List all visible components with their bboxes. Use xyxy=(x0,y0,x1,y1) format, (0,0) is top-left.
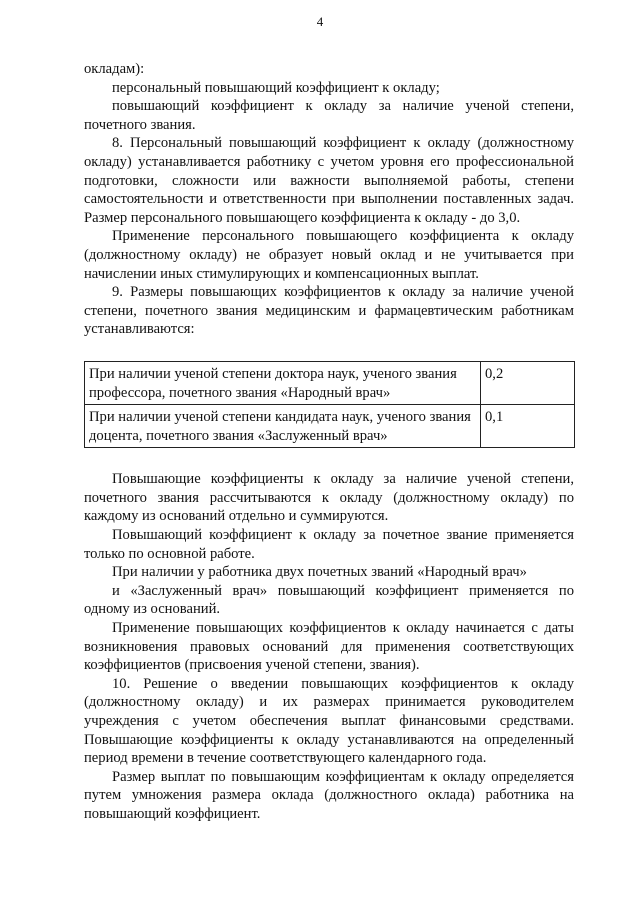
table-row xyxy=(85,405,575,448)
paragraph: Повышающий коэффициент к окладу за почетное звание применяется только по основной работе. xyxy=(84,527,574,562)
table-cell-condition: При наличии ученой степени доктора наук, ученого звания профессора, почетного звания «Народный врач» xyxy=(85,361,481,404)
paragraph: 9. Размеры повышающих коэффициентов к окладу за наличие ученой степени, почетного звания медицинским и фармацевтическим работникам устанавливаются: xyxy=(84,284,574,338)
document-body xyxy=(84,60,574,824)
table-cell-condition: При наличии ученой степени кандидата наук, ученого звания доцента, почетного звания «Заслуженный врач» xyxy=(85,405,481,448)
paragraph: При наличии у работника двух почетных званий «Народный врач» xyxy=(112,564,527,581)
paragraph: персональный повышающий коэффициент к окладу; xyxy=(112,79,440,96)
paragraph: Повышающие коэффициенты к окладу за наличие ученой степени, почетного звания рассчитываются к окладу (должностному окладу) по каждому из оснований отдельно и суммируются. xyxy=(84,471,574,525)
paragraph: 10. Решение о введении повышающих коэффициентов к окладу (должностному окладу) и их размерах принимается руководителем учреждения с учетом обеспечения выплат финансовыми средствами. Повышающие коэффициенты к окладу устанавливаются на определенный период времени в течение соответствующего календарного года. xyxy=(84,675,574,767)
paragraph: окладам): xyxy=(84,61,145,77)
paragraph: и «Заслуженный врач» повышающий коэффициент применяется по одному из оснований. xyxy=(84,582,574,618)
paragraph: Применение повышающих коэффициентов к окладу начинается с даты возникновения правовых оснований для применения соответствующих коэффициентов (присвоения ученой степени, звания). xyxy=(84,620,574,674)
page-number: 4 xyxy=(316,14,324,29)
coefficients-table xyxy=(84,361,575,448)
paragraph: 8. Персональный повышающий коэффициент к окладу (должностному окладу) устанавливается работнику с учетом уровня его профессиональной подготовки, сложности или важности выполняемой работы, степени самостоятельности и ответственности при выполнении поставленных задач. Размер персонального повышающего коэффициента к окладу - до 3,0. xyxy=(84,135,574,226)
table-row xyxy=(85,361,575,404)
paragraph: Применение персонального повышающего коэффициента к окладу (должностному окладу) не образует новый оклад и не учитывается при начислении иных стимулирующих и компенсационных выплат. xyxy=(84,228,574,282)
table-cell-value: 0,2 xyxy=(481,361,575,404)
paragraph: повышающий коэффициент к окладу за наличие ученой степени, почетного звания. xyxy=(84,98,574,133)
table-cell-value: 0,1 xyxy=(481,405,575,448)
paragraph: Размер выплат по повышающим коэффициентам к окладу определяется путем умножения размера оклада (должностного оклада) работника на повышающий коэффициент. xyxy=(84,768,574,822)
